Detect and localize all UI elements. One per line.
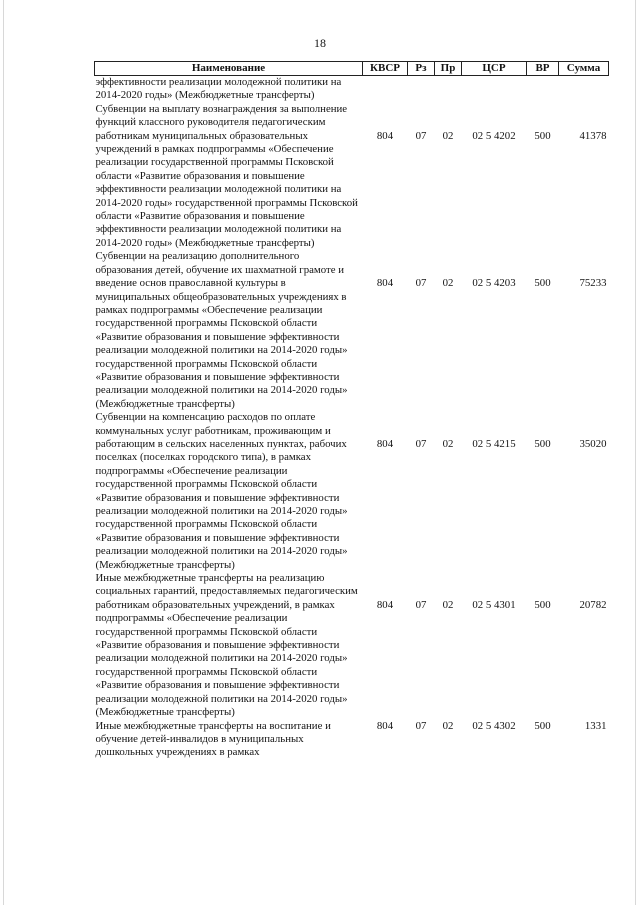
column-header-vr: ВР	[527, 62, 559, 76]
table-row	[95, 411, 609, 572]
scan-edge-left	[3, 0, 4, 905]
row-pr: 02	[442, 438, 454, 451]
row-rz: 07	[415, 277, 427, 290]
column-header-rz: Рз	[408, 62, 435, 76]
table-header-row	[95, 62, 609, 76]
row-sum: 75233	[579, 277, 607, 290]
row-kvsr: 804	[376, 719, 394, 732]
row-csr: 02 5 4215	[472, 438, 516, 451]
row-vr: 500	[534, 277, 551, 290]
row-rz: 07	[415, 599, 427, 612]
row-sum: 1331	[584, 719, 607, 732]
row-sum: 20782	[579, 599, 607, 612]
row-sum: 35020	[579, 438, 607, 451]
row-rz: 07	[415, 129, 427, 142]
scan-edge-right	[635, 0, 636, 905]
row-rz: 07	[415, 438, 427, 451]
table-row	[95, 103, 609, 250]
row-csr: 02 5 4203	[472, 277, 516, 290]
table-row-continuation	[95, 76, 609, 103]
row-pr: 02	[442, 277, 454, 290]
row-name: Субвенции на компенсацию расходов по оплате коммунальных услуг работникам, проживающим и работающим в сельских населенных пунктах, рабочих поселках (поселках городского типа), в рамках подпрограммы «Обеспечение реализации государственной программы Псковской области «Развитие образования и повышение эффективности реализации молодежной политики на 2014-2020 годы» государственной программы Псковской области «Развитие образования и повышение эффективности реализации молодежной политики на 2014-2020 годы» (Межбюджетные трансферты)	[95, 411, 348, 571]
budget-table	[94, 61, 609, 760]
column-header-sum: Сумма	[559, 62, 609, 76]
row-vr: 500	[534, 599, 551, 612]
column-header-csr: ЦСР	[462, 62, 527, 76]
column-header-name: Наименование	[95, 62, 363, 76]
row-kvsr: 804	[376, 277, 394, 290]
row-pr: 02	[442, 599, 454, 612]
column-header-pr: Пр	[435, 62, 462, 76]
row-kvsr: 804	[376, 129, 394, 142]
table-row	[95, 250, 609, 411]
table-row	[95, 572, 609, 719]
row-csr: 02 5 4302	[472, 719, 516, 732]
row-rz: 07	[415, 719, 427, 732]
row-name: Иные межбюджетные трансферты на реализацию социальных гарантий, предоставляемых педагогическим работникам образовательных учреждений, в рамках подпрограммы «Обеспечение реализации государственной программы Псковской области «Развитие образования и повышение эффективности реализации молодежной политики на 2014-2020 годы» государственной программы Псковской области «Развитие образования и повышение эффективности реализации молодежной политики на 2014-2020 годы» (Межбюджетные трансферты)	[95, 572, 358, 719]
row-pr: 02	[442, 719, 454, 732]
column-header-kvsr: КВСР	[363, 62, 408, 76]
row-sum: 41378	[579, 129, 607, 142]
row-kvsr: 804	[376, 438, 394, 451]
row-name: Субвенции на выплату вознаграждения за выполнение функций классного руководителя педагогическим работникам муниципальных образовательных учреждений в рамках подпрограммы «Обеспечение реализации государственной программы Псковской области «Развитие образования и повышение эффективности реализации молодежной политики на 2014-2020 годы» государственной программы Псковской области «Развитие образования и повышение эффективности реализации молодежной политики на 2014-2020 годы» (Межбюджетные трансферты)	[95, 102, 358, 249]
row-vr: 500	[534, 129, 551, 142]
table-row	[95, 720, 609, 760]
row-csr: 02 5 4301	[472, 599, 516, 612]
row-name: Субвенции на реализацию дополнительного образования детей, обучение их шахматной грамоте и введение основ православной культуры в муниципальных общеобразовательных учреждениях в рамках подпрограммы «Обеспечение реализации государственной программы Псковской области «Развитие образования и повышение эффективности реализации молодежной политики на 2014-2020 годы» государственной программы Псковской области «Развитие образования и повышение эффективности реализации молодежной политики на 2014-2020 годы» (Межбюджетные трансферты)	[95, 250, 348, 410]
row-kvsr: 804	[376, 599, 394, 612]
page-number: 18	[314, 36, 326, 50]
row-vr: 500	[534, 438, 551, 451]
row-csr: 02 5 4202	[472, 129, 516, 142]
row-vr: 500	[534, 719, 551, 732]
row-name: Иные межбюджетные трансферты на воспитание и обучение детей-инвалидов в муниципальных дошкольных учреждениях в рамках	[95, 719, 331, 759]
row-pr: 02	[442, 129, 454, 142]
continuation-text: эффективности реализации молодежной политики на 2014-2020 годы» (Межбюджетные трансферты)	[95, 76, 342, 102]
